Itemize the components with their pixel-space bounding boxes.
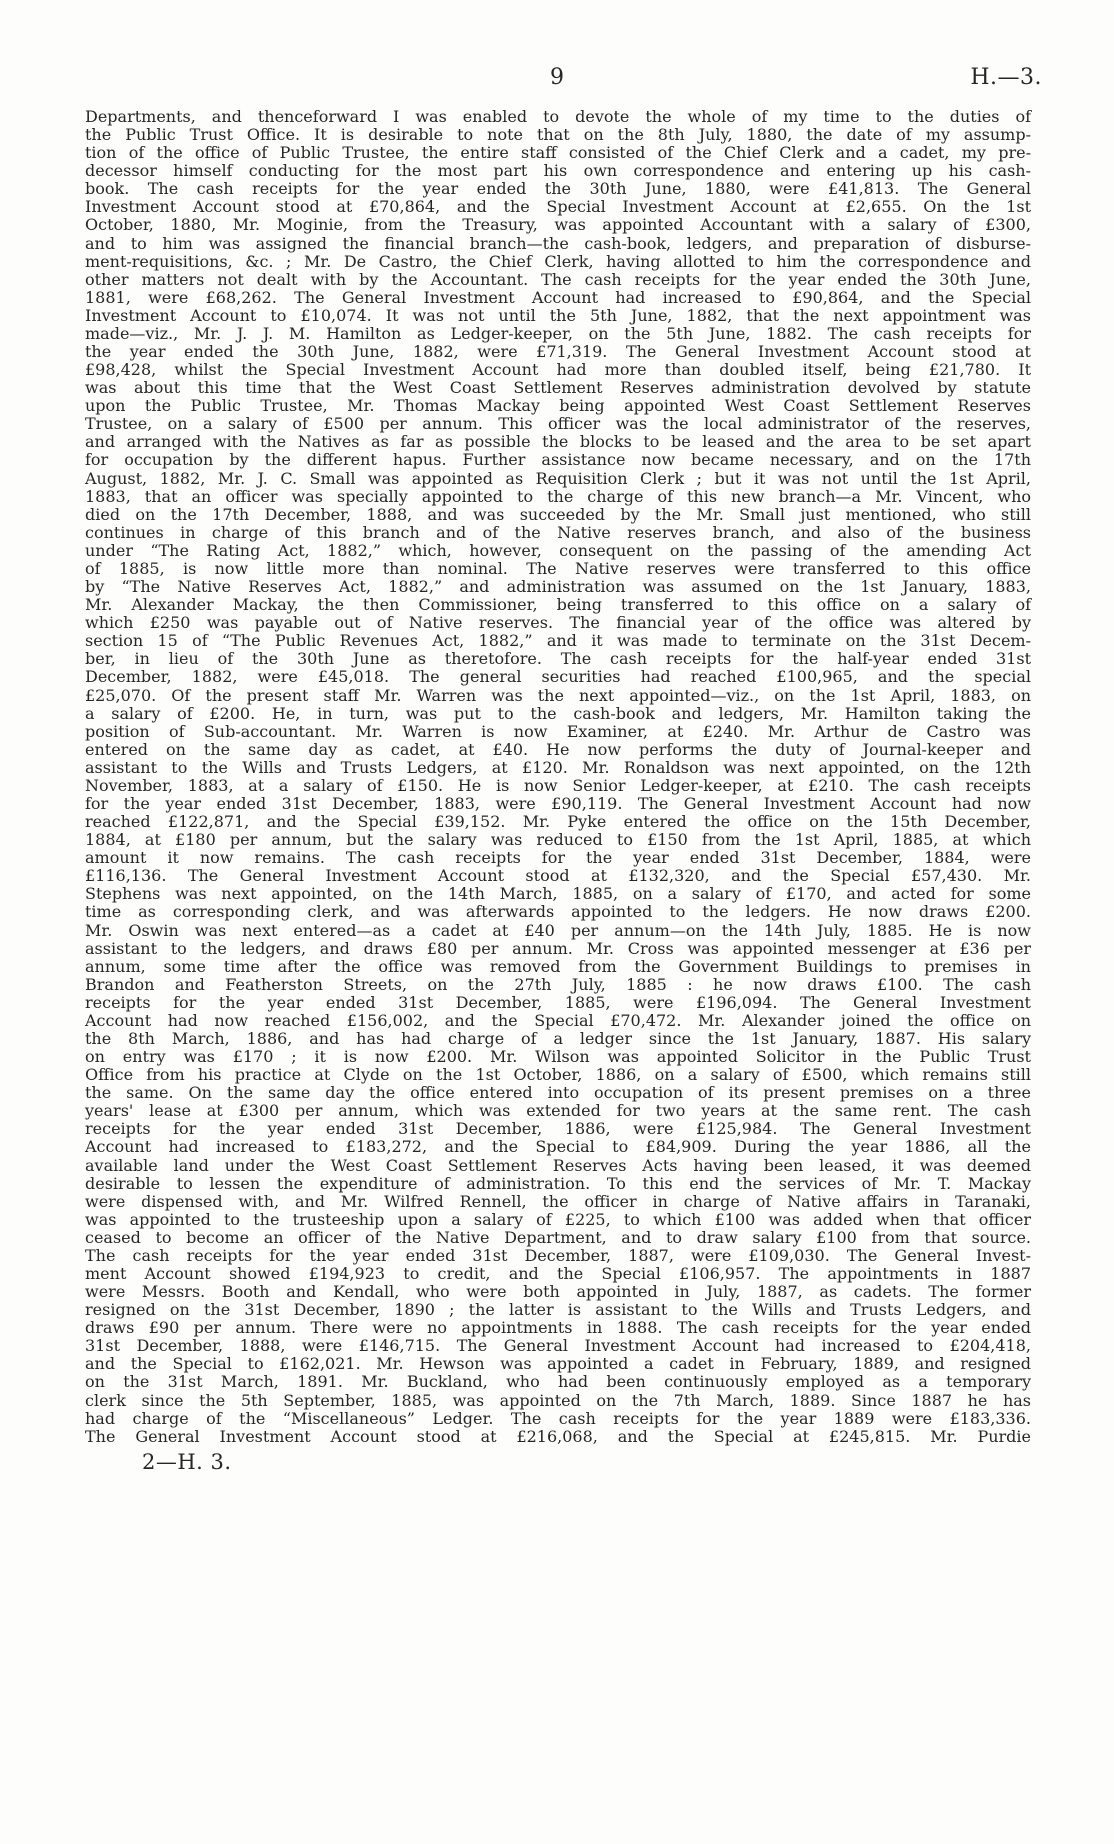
text-line: was about this time that the West Coast Settlement Reserves administration devolved by statute — [85, 378, 1031, 398]
text-line: decessor himself conducting for the most part his own correspondence and entering up his cash- — [85, 161, 1031, 181]
text-line: October, 1880, Mr. Moginie, from the Treasury, was appointed Accountant with a salary of £300, — [85, 215, 1031, 235]
text-line: reached £122,871, and the Special £39,152. Mr. Pyke entered the office on the 15th December, — [85, 812, 1031, 832]
text-line: by “The Native Reserves Act, 1882,” and administration was assumed on the 1st January, 1883, — [85, 577, 1031, 597]
text-line: resigned on the 31st December, 1890 ; the latter is assistant to the Wills and Trusts Ledgers, and — [85, 1300, 1031, 1320]
text-line: had charge of the “Miscellaneous” Ledger. The cash receipts for the year 1889 were £183,336. — [85, 1408, 1031, 1428]
signature-mark: 2—H. 3. — [142, 1450, 232, 1474]
text-line: ment-requisitions, &c. ; Mr. De Castro, the Chief Clerk, having allotted to him the correspondence and — [85, 251, 1031, 271]
text-line: years' lease at £300 per annum, which was extended for two years at the same rent. The cash — [85, 1101, 1031, 1121]
text-line: for the year ended 31st December, 1883, were £90,119. The General Investment Account had now — [85, 793, 1031, 813]
text-line: which £250 was payable out of Native reserves. The financial year of the office was altered by — [85, 613, 1031, 633]
text-line: £98,428, whilst the Special Investment Account had more than doubled itself, being £21,780. It — [85, 360, 1031, 380]
text-line: Investment Account stood at £70,864, and the Special Investment Account at £2,655. On the 1st — [85, 197, 1031, 217]
text-line: under “The Rating Act, 1882,” which, however, consequent on the passing of the amending Act — [85, 540, 1031, 560]
text-line: Mr. Oswin was next entered—as a cadet at £40 per annum—on the 14th July, 1885. He is now — [85, 920, 1031, 940]
text-line: ber, in lieu of the 30th June as theretofore. The cash receipts for the half-year ended 31st — [85, 649, 1031, 669]
text-line: Account had increased to £183,272, and the Special to £84,909. During the year 1886, all the — [85, 1137, 1031, 1157]
text-line: receipts for the year ended 31st December, 1886, were £125,984. The General Investment — [85, 1119, 1031, 1139]
text-line: 1881, were £68,262. The General Investment Account had increased to £90,864, and the Special — [85, 287, 1031, 307]
text-line: clerk since the 5th September, 1885, was appointed on the 7th March, 1889. Since 1887 he has — [85, 1390, 1031, 1410]
text-line: £116,136. The General Investment Account stood at £132,320, and the Special £57,430. Mr. — [85, 866, 1031, 886]
text-line: position of Sub-accountant. Mr. Warren is now Examiner, at £240. Mr. Arthur de Castro was — [85, 721, 1031, 741]
text-line: Brandon and Featherston Streets, on the 27th July, 1885 : he now draws £100. The cash — [85, 974, 1031, 994]
text-line: assistant to the Wills and Trusts Ledgers, at £120. Mr. Ronaldson was next appointed, on the 12th — [85, 757, 1031, 777]
text-line: Account had now reached £156,002, and the Special £70,472. Mr. Alexander joined the office on — [85, 1010, 1031, 1030]
text-line: receipts for the year ended 31st December, 1885, were £196,094. The General Investment — [85, 992, 1031, 1012]
text-line: amount it now remains. The cash receipts for the year ended 31st December, 1884, were — [85, 848, 1031, 868]
text-line: continues in charge of this branch and of the Native reserves branch, and also of the business — [85, 522, 1031, 542]
text-line: and arranged with the Natives as far as possible the blocks to be leased and the area to be set apart — [85, 432, 1031, 452]
text-line: draws £90 per annum. There were no appointments in 1888. The cash receipts for the year ended — [85, 1318, 1031, 1338]
text-line: made—viz., Mr. J. J. M. Hamilton as Ledger-keeper, on the 5th June, 1882. The cash receipts for — [85, 323, 1031, 343]
text-line: assistant to the ledgers, and draws £80 per annum. Mr. Cross was appointed messenger at £36 per — [85, 938, 1031, 958]
text-line: Investment Account to £10,074. It was not until the 5th June, 1882, that the next appointment was — [85, 305, 1031, 325]
text-line: section 15 of “The Public Revenues Act, 1882,” and it was made to terminate on the 31st Decem- — [85, 631, 1031, 651]
text-line: 31st December, 1888, were £146,715. The General Investment Account had increased to £204,418, — [85, 1336, 1031, 1356]
text-line: entered on the same day as cadet, at £40. He now performs the duty of Journal-keeper and — [85, 739, 1031, 759]
text-line: the Public Trust Office. It is desirable to note that on the 8th July, 1880, the date of my assump- — [85, 125, 1031, 145]
text-line: Trustee, on a salary of £500 per annum. This officer was the local administrator of the reserves, — [85, 414, 1031, 434]
document-reference: H.—3. — [970, 65, 1042, 90]
text-line: the same. On the same day the office entered into occupation of its present premises on a three — [85, 1083, 1031, 1103]
text-line: available land under the West Coast Settlement Reserves Acts having been leased, it was deemed — [85, 1155, 1031, 1175]
text-line: a salary of £200. He, in turn, was put to the cash-book and ledgers, Mr. Hamilton taking the — [85, 703, 1031, 723]
body-text — [85, 108, 1031, 1446]
text-line: book. The cash receipts for the year ended the 30th June, 1880, were £41,813. The General — [85, 179, 1031, 199]
text-line: desirable to lessen the expenditure of administration. To this end the services of Mr. T. Mackay — [85, 1173, 1031, 1193]
text-line: ceased to become an officer of the Native Department, and to draw salary £100 from that source. — [85, 1227, 1031, 1247]
text-line: Office from his practice at Clyde on the 1st October, 1886, on a salary of £500, which remains still — [85, 1065, 1031, 1085]
text-line: the year ended the 30th June, 1882, were £71,319. The General Investment Account stood at — [85, 342, 1031, 362]
text-line: Stephens was next appointed, on the 14th March, 1885, on a salary of £170, and acted for some — [85, 884, 1031, 904]
text-line: on the 31st March, 1891. Mr. Buckland, who had been continuously employed as a temporary — [85, 1372, 1031, 1392]
text-line: were dispensed with, and Mr. Wilfred Rennell, the officer in charge of Native affairs in Taranaki, — [85, 1191, 1031, 1211]
text-line: for occupation by the different hapus. Further assistance now became necessary, and on the 17th — [85, 450, 1031, 470]
page-number: 9 — [550, 65, 564, 90]
text-line: £25,070. Of the present staff Mr. Warren was the next appointed—viz., on the 1st April, 1883, on — [85, 685, 1031, 705]
text-line: The cash receipts for the year ended 31st December, 1887, were £109,030. The General Invest- — [85, 1245, 1031, 1265]
text-line: on entry was £170 ; it is now £200. Mr. Wilson was appointed Solicitor in the Public Trust — [85, 1047, 1031, 1067]
text-line: of 1885, is now little more than nominal. The Native reserves were transferred to this office — [85, 558, 1031, 578]
text-line: November, 1883, at a salary of £150. He is now Senior Ledger-keeper, at £210. The cash receipts — [85, 775, 1031, 795]
text-line: August, 1882, Mr. J. C. Small was appointed as Requisition Clerk ; but it was not until the 1st April, — [85, 468, 1031, 488]
text-line: time as corresponding clerk, and was afterwards appointed to the ledgers. He now draws £200. — [85, 902, 1031, 922]
text-line: 1884, at £180 per annum, but the salary was reduced to £150 from the 1st April, 1885, at which — [85, 830, 1031, 850]
text-line: upon the Public Trustee, Mr. Thomas Mackay being appointed West Coast Settlement Reserves — [85, 396, 1031, 416]
text-line: Mr. Alexander Mackay, the then Commissioner, being transferred to this office on a salary of — [85, 595, 1031, 615]
text-line: 1883, that an officer was specially appointed to the charge of this new branch—a Mr. Vincent, who — [85, 486, 1031, 506]
text-line: tion of the office of Public Trustee, the entire staff consisted of the Chief Clerk and a cadet, my pre- — [85, 143, 1031, 163]
text-line: was appointed to the trusteeship upon a salary of £225, to which £100 was added when that officer — [85, 1209, 1031, 1229]
text-line: ment Account showed £194,923 to credit, and the Special £106,957. The appointments in 1887 — [85, 1264, 1031, 1283]
text-line: annum, some time after the office was removed from the Government Buildings to premises in — [85, 956, 1031, 976]
text-line: the 8th March, 1886, and has had charge of a ledger since the 1st January, 1887. His salary — [85, 1028, 1031, 1048]
text-line: Departments, and thenceforward I was enabled to devote the whole of my time to the duties of — [85, 107, 1031, 126]
text-line: other matters not dealt with by the Accountant. The cash receipts for the year ended the 30th June, — [85, 269, 1031, 289]
text-line: were Messrs. Booth and Kendall, who were both appointed in July, 1887, as cadets. The former — [85, 1282, 1031, 1302]
text-line: and to him was assigned the financial branch—the cash-book, ledgers, and preparation of disburse- — [85, 233, 1031, 253]
text-line: The General Investment Account stood at £216,068, and the Special at £245,815. Mr. Purdie — [85, 1426, 1031, 1446]
text-line: and the Special to £162,021. Mr. Hewson was appointed a cadet in February, 1889, and resigned — [85, 1354, 1031, 1374]
text-line: December, 1882, were £45,018. The general securities had reached £100,965, and the special — [85, 667, 1031, 687]
text-line: died on the 17th December, 1888, and was succeeded by the Mr. Small just mentioned, who still — [85, 504, 1031, 524]
